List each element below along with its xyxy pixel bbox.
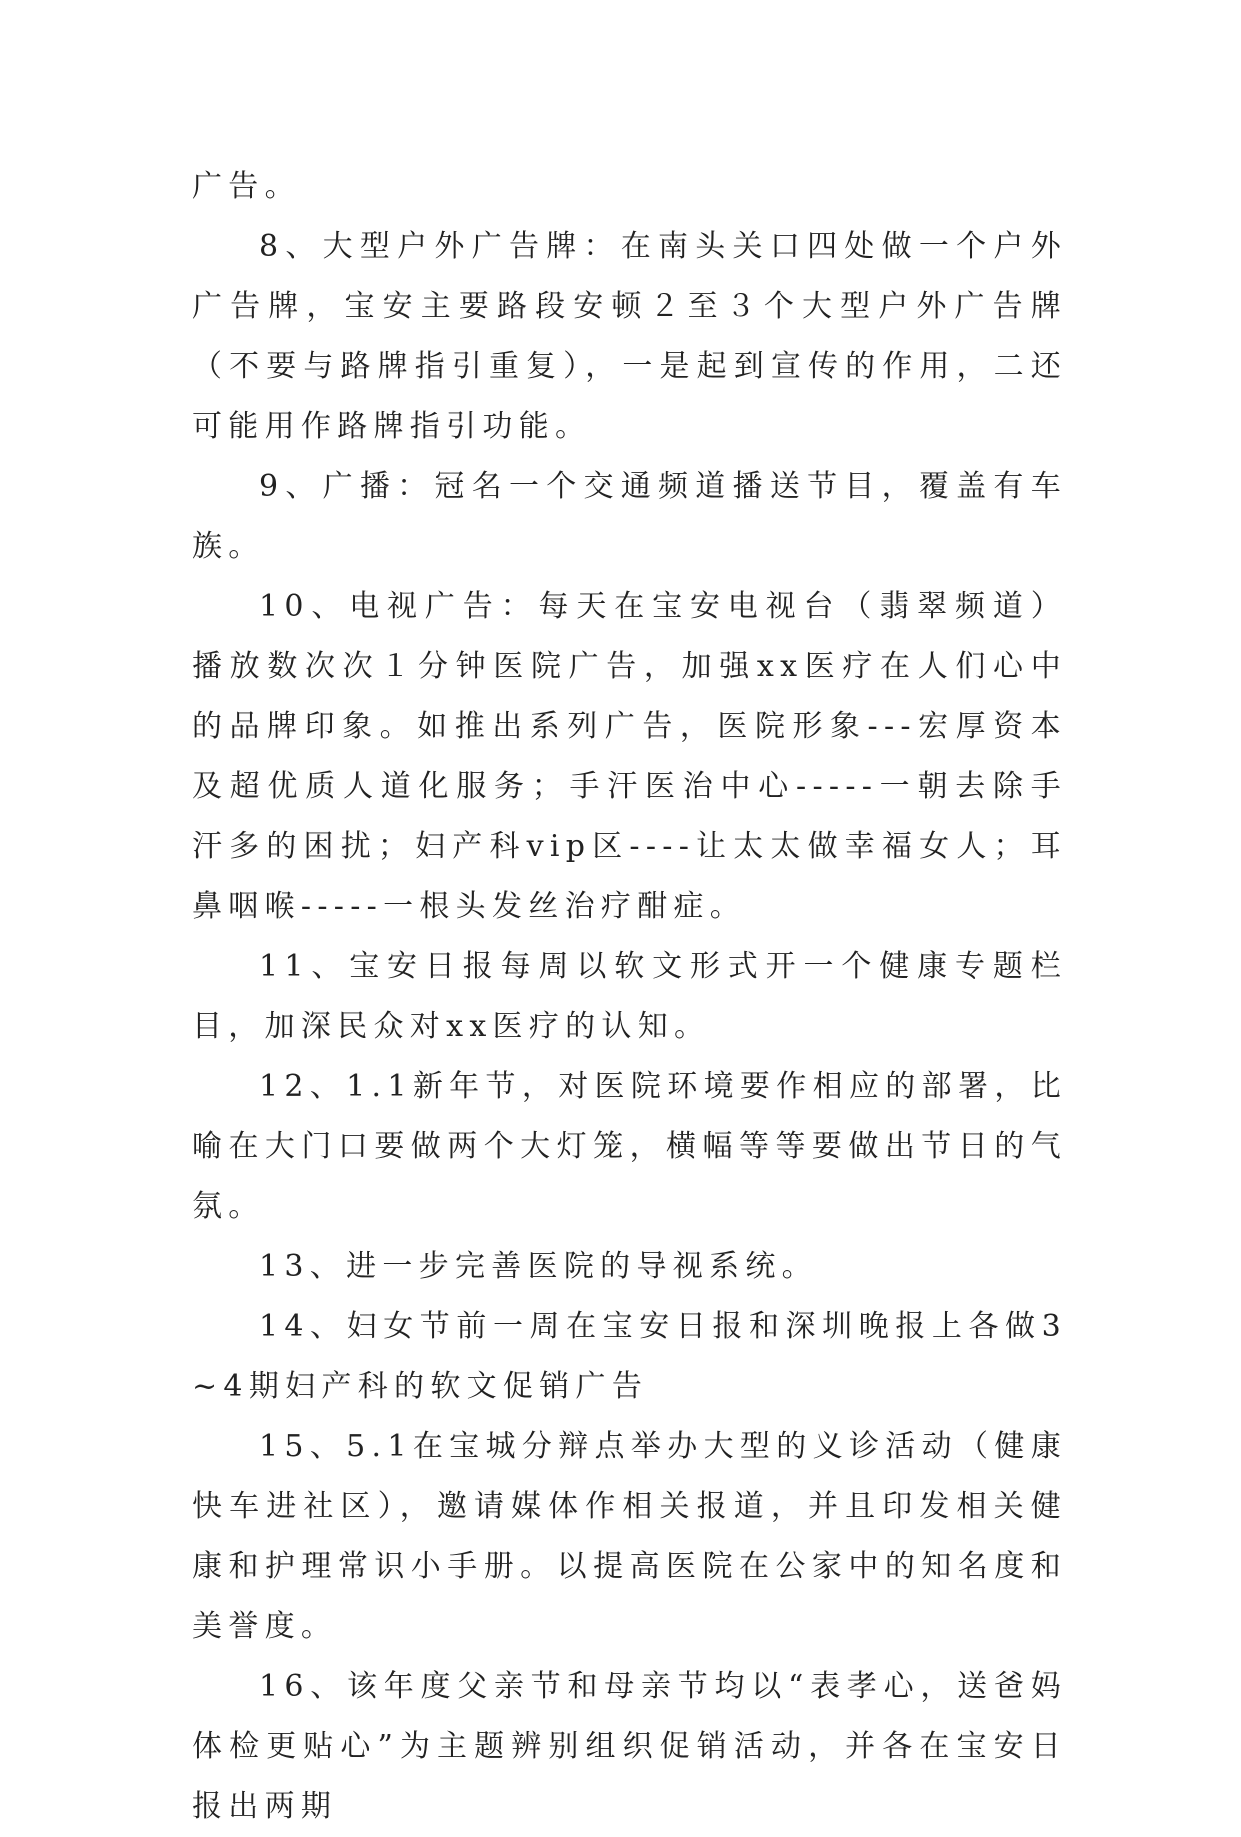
paragraph-item-12-new-year: 12、1.1新年节，对医院环境要作相应的部署，比喻在大门口要做两个大灯笼，横幅等等要做出节日的气氛。 [192,1069,1067,1224]
paragraph-item-14-womens-day: 14、妇女节前一周在宝安日报和深圳晚报上各做3~4期妇产科的软文促销广告 [192,1309,1067,1404]
paragraph-item-8-outdoor-billboards: 8、大型户外广告牌：在南头关口四处做一个户外广告牌，宝安主要路段安顿２至３个大型户外广告牌（不要与路牌指引重复），一是起到宣传的作用，二还可能用作路牌指引功能。 [192,229,1067,444]
paragraph-item-10-tv-ads: 10、电视广告：每天在宝安电视台（翡翠频道）播放数次次１分钟医院广告，加强xx医疗在人们心中的品牌印象。如推出系列广告，医院形象---宏厚资本及超优质人道化服务；手汗医治中心-----一朝去除手汗多的困扰；妇产科vip区----让太太做幸福女人；耳鼻咽喉-----一根头发丝治疗酣症。 [192,589,1067,924]
paragraph-item-9-radio: 9、广播：冠名一个交通频道播送节目，覆盖有车族。 [192,469,1067,564]
paragraph-item-11-newspaper-column: 11、宝安日报每周以软文形式开一个健康专题栏目，加深民众对xx医疗的认知。 [192,949,1067,1044]
document-body [192,157,1067,1837]
paragraph-item-16-parents-day: 16、该年度父亲节和母亲节均以“表孝心，送爸妈体检更贴心”为主题辨别组织促销活动，并各在宝安日报出两期 [192,1669,1067,1824]
paragraph-item-13-signage: 13、进一步完善医院的导视系统。 [259,1249,818,1284]
paragraph-continuation: 广告。 [192,169,301,204]
paragraph-item-15-free-clinic: 15、5.1在宝城分辩点举办大型的义诊活动（健康快车进社区），邀请媒体作相关报道，并且印发相关健康和护理常识小手册。以提高医院在公家中的知名度和美誉度。 [192,1429,1067,1644]
